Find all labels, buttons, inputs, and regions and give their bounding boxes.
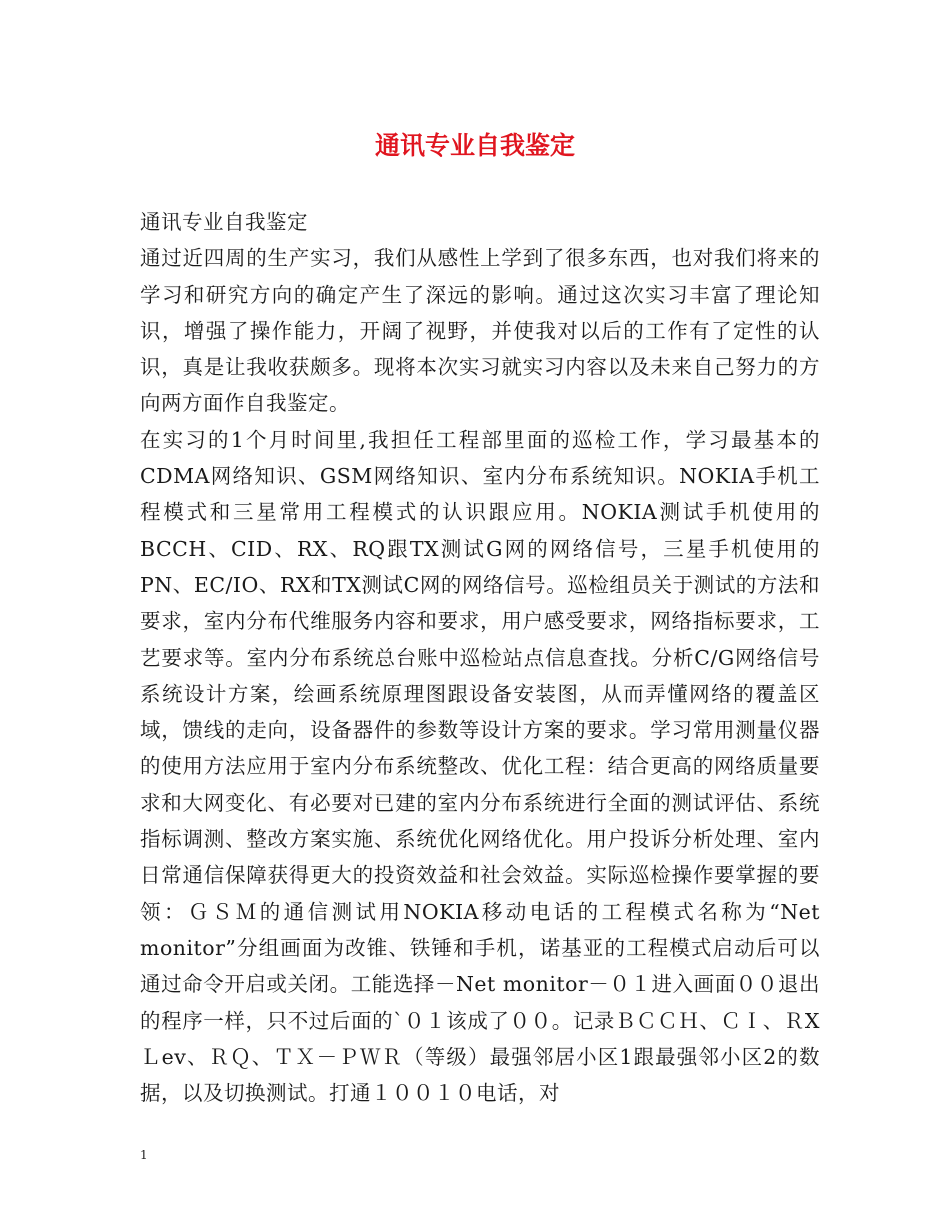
- document-body: [140, 204, 820, 1111]
- page-number: 1: [140, 1148, 148, 1162]
- document-title: 通讯专业自我鉴定: [374, 131, 575, 160]
- body-paragraph-intro: 通过近四周的生产实习，我们从感性上学到了很多东西，也对我们将来的学习和研究方向的确定产生了深远的影响。通过这次实习丰富了理论知识，增强了操作能力，开阔了视野，并使我对以后的工作有了定性的认识，真是让我收获颇多。现将本次实习就实习内容以及未来自己努力的方向两方面作自我鉴定。: [140, 246, 820, 416]
- body-paragraph-internship: 在实习的1个月时间里,我担任工程部里面的巡检工作，学习最基本的CDMA网络知识、GSM网络知识、室内分布系统知识。NOKIA手机工程模式和三星常用工程模式的认识跟应用。NOKIA测试手机使用的BCCH、CID、RX、RQ跟TX测试G网的网络信号，三星手机使用的PN、EC/IO、RX和TX测试C网的网络信号。巡检组员关于测试的方法和要求，室内分布代维服务内容和要求，用户感受要求，网络指标要求，工艺要求等。室内分布系统总台账中巡检站点信息查找。分析C/G网络信号系统设计方案，绘画系统原理图跟设备安装图，从而弄懂网络的覆盖区域，馈线的走向，设备器件的参数等设计方案的要求。学习常用测量仪器的使用方法应用于室内分布系统整改、优化工程：结合更高的网络质量要求和大网变化、有必要对已建的室内分布系统进行全面的测试评估、系统指标调测、整改方案实施、系统优化网络优化。用户投诉分析处理、室内日常通信保障获得更大的投资效益和社会效益。实际巡检操作要掌握的要领：ＧＳＭ的通信测试用NOKIA移动电话的工程模式名称为“Net monitor”分组画面为改锥、铁锤和手机，诺基亚的工程模式启动后可以通过命令开启或关闭。工能选择－Net monitor－０１进入画面００退出的程序一样，只不过后面的`０１该成了００。记录ＢＣＣＨ、ＣＩ、ＲⅩＬev、ＲＱ、ＴＸ－ＰＷＲ（等级）最强邻居小区1跟最强邻小区2的数据，以及切换测试。打通１００１０电话，对: [140, 427, 820, 1106]
- body-heading-line: 通讯专业自我鉴定: [140, 210, 308, 234]
